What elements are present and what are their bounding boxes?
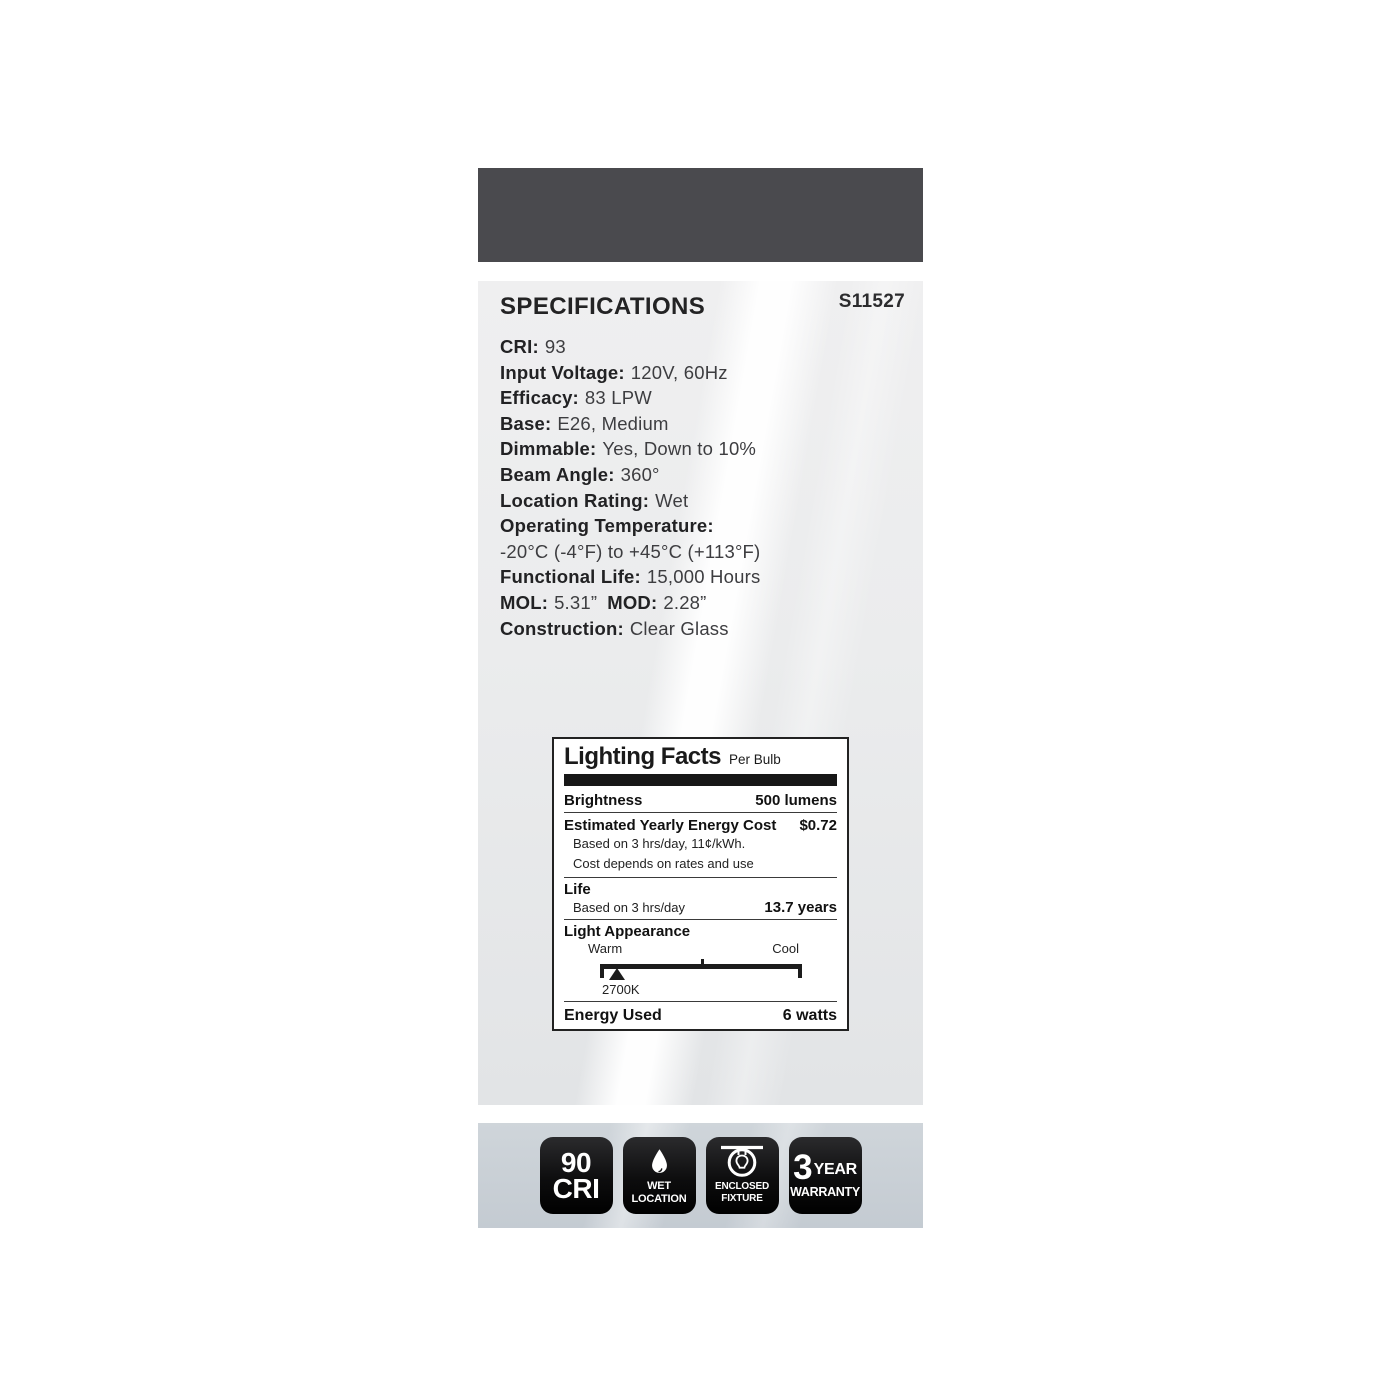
white-divider-top [478,262,923,281]
spec-label: Dimmable: [500,438,597,460]
warranty-top-row [793,1148,857,1187]
spec-label: Base: [500,412,552,434]
spec-label: Input Voltage: [500,361,625,383]
spec-value: Wet [655,489,689,511]
scale-middle-tick [701,959,704,969]
spec-value: E26, Medium [557,412,669,434]
life-basis: Based on 3 hrs/day [573,900,686,915]
spec-label: MOL: [500,591,549,613]
energy-used-row [564,1007,837,1025]
spec-value: 15,000 Hours [646,566,761,588]
energy-cost-note-2: Cost depends on rates and use [573,856,754,871]
warranty-number: 3 [793,1148,813,1187]
warranty-label: WARRANTY [790,1185,860,1199]
lighting-facts-divider-bar [564,774,837,786]
warm-label: Warm [588,941,623,956]
energy-used-label: Energy Used [564,1007,662,1024]
spec-value: 360° [620,463,660,485]
spec-line-location-rating [500,488,905,514]
spec-label: Beam Angle: [500,463,615,485]
spec-value: 120V, 60Hz [630,361,728,383]
spec-line-cri [500,334,905,360]
specifications-header [478,281,923,321]
lighting-facts-title-row [564,743,837,771]
energy-used-value: 6 watts [782,1007,837,1024]
product-label-card [478,168,923,1228]
cri-badge [540,1137,613,1214]
rule [564,877,837,878]
top-dark-band [478,168,923,262]
temperature-marker-icon [609,968,625,980]
brightness-label: Brightness [564,792,643,809]
spec-line-operating-temperature [500,513,905,539]
lighting-facts-subtitle: Per Bulb [729,752,781,767]
spec-list [500,334,905,641]
enclosed-fixture-icon [718,1146,766,1178]
brightness-value: 500 lumens [755,792,837,809]
energy-cost-value: $0.72 [799,817,837,834]
rule [564,1001,837,1002]
spec-line-input-voltage [500,360,905,386]
water-drop-icon [649,1145,670,1177]
spec-line-mol-mod [500,590,905,616]
spec-value: 83 LPW [584,387,652,409]
warranty-badge [789,1137,862,1214]
life-label: Life [564,881,591,898]
spec-line-efficacy [500,385,905,411]
spec-line-functional-life [500,564,905,590]
white-divider-bottom [478,1105,923,1123]
cri-label: CRI [552,1172,600,1204]
specifications-panel [478,281,923,1105]
warranty-year-label: YEAR [813,1161,857,1178]
rule [564,812,837,813]
spec-label: Location Rating: [500,489,650,511]
spec-line-beam-angle [500,462,905,488]
spec-value: 93 [544,336,566,357]
spec-line-temperature-range [500,539,905,565]
lighting-facts-label [552,737,849,1031]
spec-label: Efficacy: [500,387,579,409]
spec-label: MOD: [607,591,658,613]
spec-label: CRI: [500,336,539,357]
spec-value: 2.28” [663,591,707,613]
spec-line-dimmable [500,436,905,462]
lighting-facts-title: Lighting Facts [564,743,721,770]
wet-location-badge [623,1137,696,1214]
scale-right-tick [798,964,802,978]
energy-cost-row [564,817,837,834]
life-value: 13.7 years [764,899,837,916]
wet-label-line2: LOCATION [631,1193,687,1205]
warm-cool-row [588,941,799,956]
spec-value: Yes, Down to 10% [602,438,757,460]
enclosed-label-line2: FIXTURE [721,1193,763,1204]
enclosed-fixture-badge [706,1137,779,1214]
color-temp-value: 2700K [602,982,640,997]
rule [564,919,837,920]
spec-value: 5.31” [554,591,598,613]
spec-line-base [500,411,905,437]
enclosed-label-line1: ENCLOSED [715,1181,769,1192]
product-code: S11527 [838,291,905,312]
energy-cost-note-1: Based on 3 hrs/day, 11¢/kWh. [573,836,746,851]
spec-line-construction [500,616,905,642]
spec-label: Operating Temperature: [500,515,714,537]
energy-cost-label: Estimated Yearly Energy Cost [564,817,777,834]
scale-graphic [600,958,802,980]
spec-value: Clear Glass [629,617,729,639]
brightness-row [564,792,837,809]
life-row [564,899,837,916]
cool-label: Cool [772,941,799,956]
wet-label-line1: WET [647,1180,671,1192]
spec-label: Construction: [500,617,624,639]
spec-value: -20°C (-4°F) to +45°C (+113°F) [500,540,761,562]
spec-label: Functional Life: [500,566,641,588]
cri-value: 90 [560,1146,592,1178]
badge-band [478,1123,923,1228]
color-temperature-scale [564,958,837,980]
light-appearance-label: Light Appearance [564,923,691,940]
specifications-title: SPECIFICATIONS [500,293,706,320]
